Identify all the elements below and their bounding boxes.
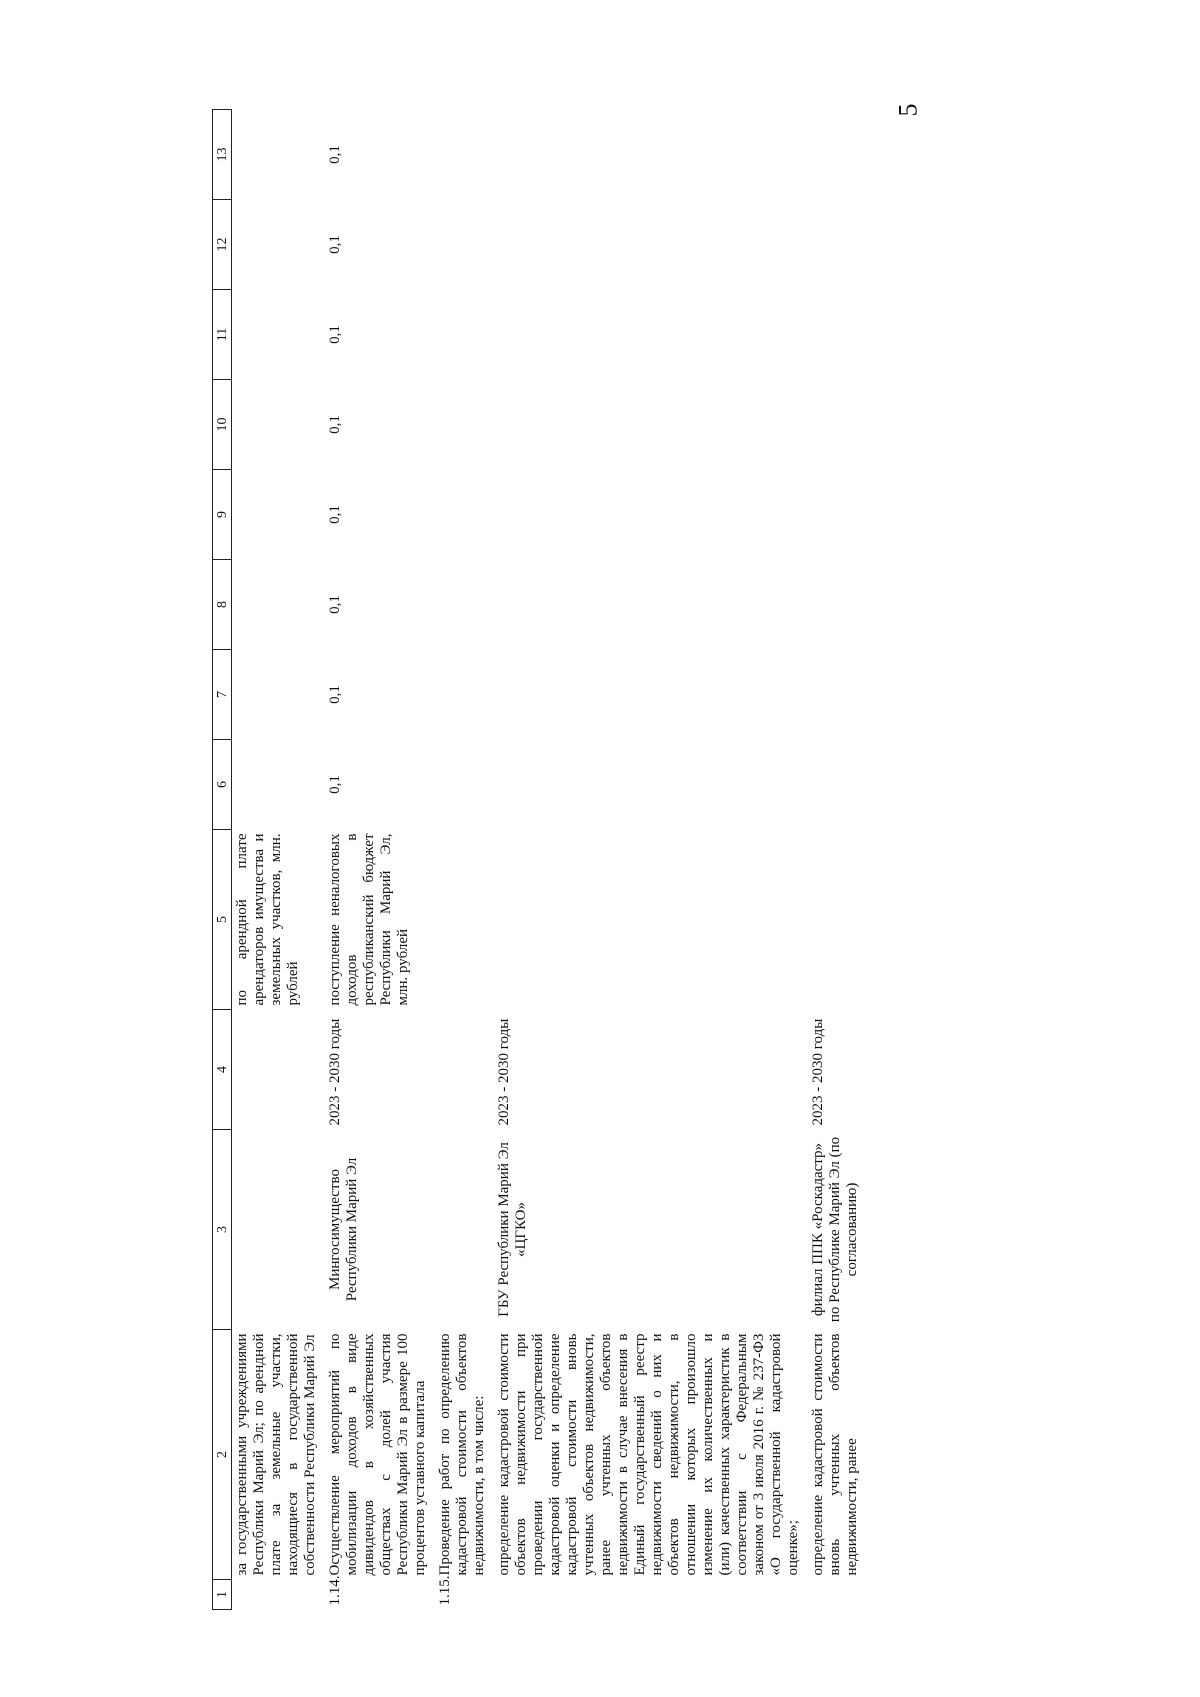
indicator-text: [435, 830, 494, 1010]
value-col-6: 0,1: [327, 775, 343, 794]
value-col-9: [808, 470, 867, 560]
value-col-11: 0,1: [327, 325, 343, 344]
table-row: [435, 110, 494, 1610]
header-col-4: 4: [213, 1010, 232, 1130]
value-col-10: [494, 380, 808, 470]
header-col-3: 3: [213, 1130, 232, 1330]
row-number: [232, 1580, 326, 1610]
executor-text: [435, 1130, 494, 1330]
header-col-8: 8: [213, 560, 232, 650]
period-text: 2023 - 2030 годы: [327, 1018, 343, 1126]
value-col-7: [494, 650, 808, 740]
period-text: [232, 1010, 326, 1130]
header-col-11: 11: [213, 290, 232, 380]
indicator-text: поступление неналоговых доходов в республиканский бюджет Республики Марий Эл, млн. рублей: [327, 833, 411, 1006]
value-col-9: [435, 470, 494, 560]
header-col-9: 9: [213, 470, 232, 560]
measure-text: определение кадастровой стоимости объектов недвижимости при проведении государственной кадастровой оценки и определение кадастровой стоимости вновь учтенных объектов недвижимости, ранее учтенных объектов недвижимости в случае внесения в Единый государственный реестр недвижимости сведений о них и объектов недвижимости, в отношении которых произошло изменение их количественных и (или) качественных характеристик в соответствии с Федеральным законом от 3 июля 2016 г. № 237-ФЗ «О государственной кадастровой оценке»;: [496, 1333, 801, 1576]
value-col-10: [808, 380, 867, 470]
table-row: [808, 110, 867, 1610]
indicator-text: [494, 830, 808, 1010]
table-row: [325, 110, 435, 1610]
value-col-12: 0,1: [327, 235, 343, 254]
measure-text: за государственными учреждениями Республики Марий Эл; по арендной плате за земельные участки, находящиеся в государственной собственности Республики Марий Эл: [234, 1333, 318, 1576]
value-col-11: [494, 290, 808, 380]
value-col-11: [232, 290, 326, 380]
value-col-8: [435, 560, 494, 650]
value-col-7: [808, 650, 867, 740]
value-col-8: 0,1: [327, 595, 343, 614]
value-col-13: [808, 110, 867, 200]
measure-text: определение кадастровой стоимости вновь учтенных объектов недвижимости, ранее: [810, 1333, 860, 1576]
executor-text: Мингосимущество Республики Марий Эл: [327, 1157, 360, 1302]
header-col-1: 1: [213, 1580, 232, 1610]
row-number: [808, 1580, 867, 1610]
value-col-13: [232, 110, 326, 200]
row-number: [494, 1580, 808, 1610]
value-col-8: [808, 560, 867, 650]
measures-table: [212, 109, 867, 1610]
column-number-header: [213, 110, 232, 1610]
value-col-8: [232, 560, 326, 650]
period-text: 2023 - 2030 годы: [810, 1018, 826, 1126]
indicator-text: по арендной плате арендаторов имущества и земельных участков, млн. рублей: [234, 833, 301, 1006]
measure-text: Проведение работ по определению кадастровой стоимости объектов недвижимости, в том числе:: [437, 1333, 487, 1576]
value-col-11: [808, 290, 867, 380]
header-col-7: 7: [213, 650, 232, 740]
period-text: [435, 1010, 494, 1130]
value-col-13: [435, 110, 494, 200]
value-col-13: [494, 110, 808, 200]
value-col-7: [232, 650, 326, 740]
value-col-12: [494, 200, 808, 290]
rotated-table-sheet: [212, 110, 972, 1610]
value-col-13: 0,1: [327, 145, 343, 164]
executor-text: филиал ППК «Роскадастр» по Республике Марий Эл (по согласованию): [810, 1136, 860, 1323]
table-row: [232, 110, 326, 1610]
value-col-10: 0,1: [327, 415, 343, 434]
row-number: 1.14.: [327, 1575, 343, 1606]
value-col-6: [232, 740, 326, 830]
value-col-9: [232, 470, 326, 560]
header-col-13: 13: [213, 110, 232, 200]
executor-text: ГБУ Республики Марий Эл «ЦГКО»: [496, 1142, 529, 1317]
value-col-6: [808, 740, 867, 830]
header-col-10: 10: [213, 380, 232, 470]
period-text: 2023 - 2030 годы: [496, 1018, 512, 1126]
table-row: [494, 110, 808, 1610]
row-number: 1.15.: [437, 1575, 453, 1606]
value-col-12: [435, 200, 494, 290]
header-col-5: 5: [213, 830, 232, 1010]
header-col-2: 2: [213, 1330, 232, 1580]
value-col-9: [494, 470, 808, 560]
executor-text: [232, 1130, 326, 1330]
page-number: 5: [893, 103, 923, 117]
value-col-6: [435, 740, 494, 830]
measure-text: Осуществление мероприятий по мобилизации доходов в виде дивидендов в хозяйственных обществах с долей участия Республики Марий Эл в размере 100 процентов уставного капитала: [327, 1333, 428, 1576]
value-col-9: 0,1: [327, 505, 343, 524]
indicator-text: [808, 830, 867, 1010]
value-col-8: [494, 560, 808, 650]
value-col-6: [494, 740, 808, 830]
value-col-12: [232, 200, 326, 290]
header-col-12: 12: [213, 200, 232, 290]
header-col-6: 6: [213, 740, 232, 830]
value-col-7: 0,1: [327, 685, 343, 704]
value-col-10: [232, 380, 326, 470]
value-col-10: [435, 380, 494, 470]
value-col-7: [435, 650, 494, 740]
value-col-12: [808, 200, 867, 290]
value-col-11: [435, 290, 494, 380]
